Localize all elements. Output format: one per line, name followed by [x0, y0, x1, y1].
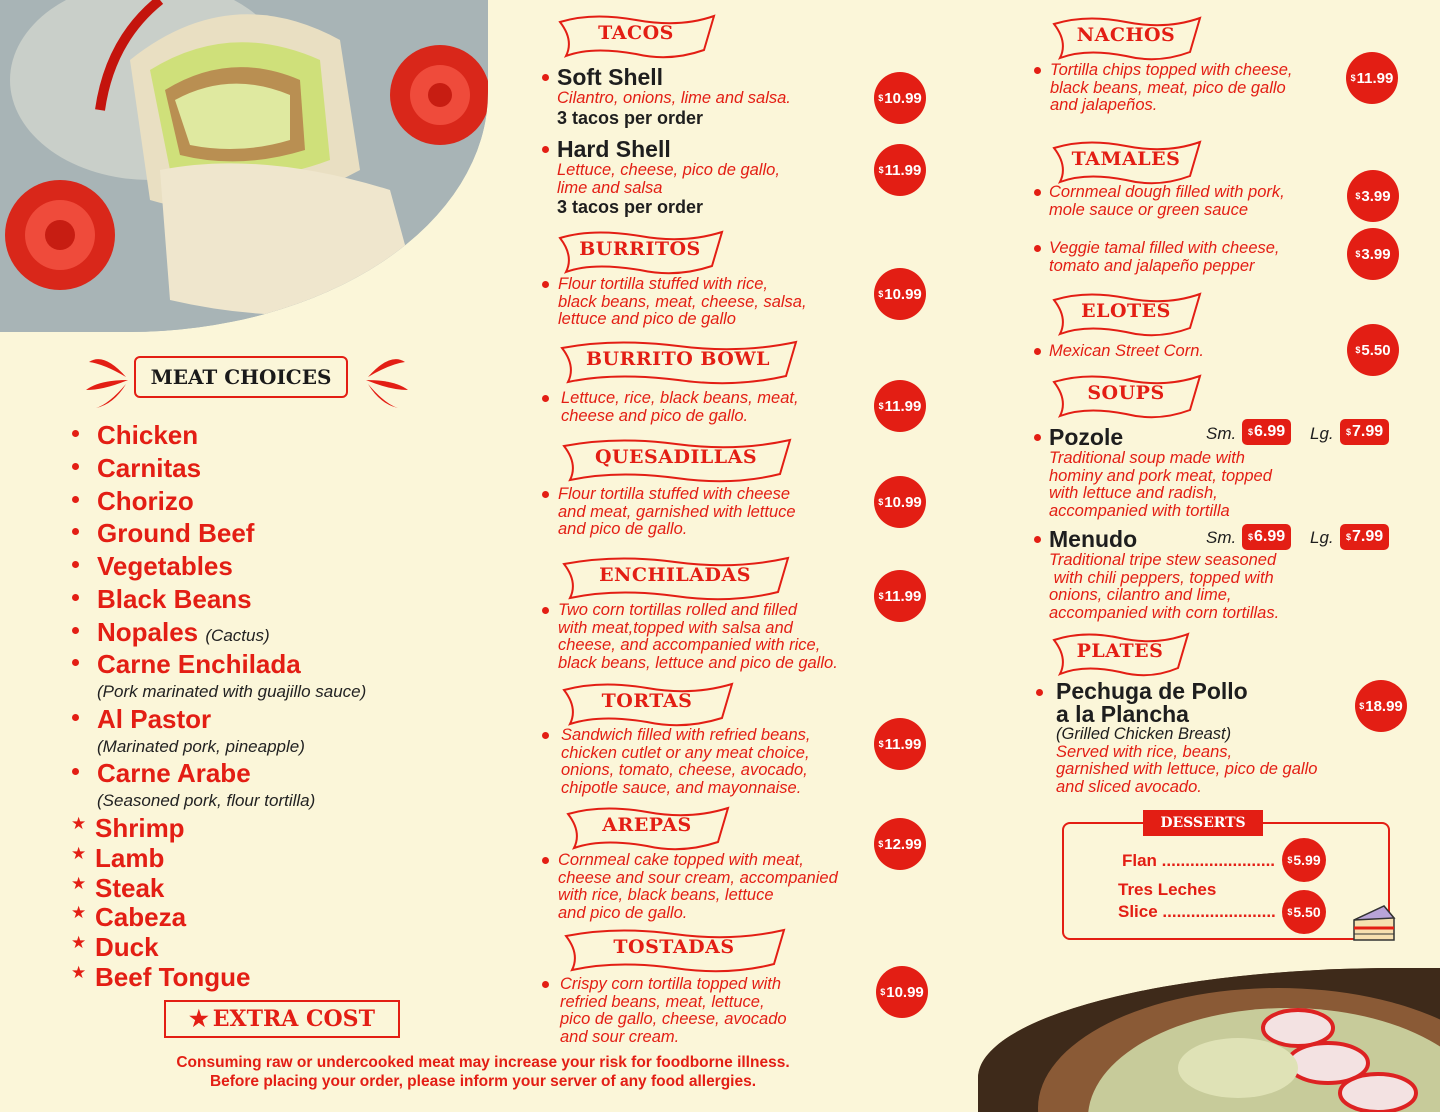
item-description: and sour cream. [560, 1027, 680, 1046]
menu-item-pechuga [1036, 680, 1386, 796]
price-badge: $ 10.99 [874, 268, 926, 320]
item-title: Pozole [1049, 424, 1124, 450]
bullet-icon [542, 981, 549, 988]
bullet-icon [542, 857, 549, 864]
item-description: and meat, garnished with lettuce [558, 502, 796, 521]
bullet-icon [72, 430, 79, 437]
section-title: NACHOS [1076, 24, 1176, 46]
price-badge: $ 3.99 [1347, 228, 1399, 280]
size-label-large: Lg. [1310, 528, 1334, 547]
menu-item-tostadas [542, 976, 872, 1046]
section-title: TACOS [598, 22, 674, 44]
meat-name: Carnitas [97, 453, 202, 483]
price-tag-small: $ 6.99 [1242, 524, 1291, 550]
item-description: cheese and sour cream, accompanied [558, 868, 838, 887]
star-icon: ★ [71, 933, 87, 952]
meat-name: Shrimp [95, 813, 185, 843]
bullet-icon [72, 594, 79, 601]
bullet-icon [542, 281, 549, 288]
desserts-box [1062, 822, 1390, 940]
section-banner-tostadas [558, 924, 790, 974]
meat-name: Lamb [95, 843, 165, 873]
star-icon: ★ [71, 844, 87, 863]
price-badge: $ 11.99 [874, 380, 926, 432]
item-description: Veggie tamal filled with cheese, [1049, 239, 1280, 257]
burrito-photo [0, 0, 488, 332]
menu-item-tamal-pork [1034, 184, 1344, 219]
item-description: and sliced avocado. [1056, 777, 1202, 796]
star-icon: ★ [71, 874, 87, 893]
item-description: and pico de gallo. [558, 520, 688, 538]
section-banner-burrito-bowl [554, 336, 802, 386]
bullet-icon [72, 496, 79, 503]
section-banner-quesadillas [556, 434, 796, 484]
section-banner-tortas [556, 678, 738, 728]
item-subtitle: (Grilled Chicken Breast) [1056, 725, 1232, 743]
section-banner-burritos [552, 226, 728, 276]
menu-item-tortas [542, 727, 872, 797]
item-description: cheese, and accompanied with rice, [558, 636, 821, 654]
section-title: TAMALES [1071, 148, 1181, 170]
bullet-icon [542, 732, 549, 739]
extra-cost-label: EXTRA COST [212, 1006, 375, 1032]
meat-name: Carne Enchilada [97, 649, 301, 679]
extra-cost-box [164, 1000, 400, 1038]
meat-name: Black Beans [97, 584, 252, 614]
item-description: onions, cilantro and lime, [1049, 586, 1232, 604]
star-icon: ★ [189, 1006, 209, 1032]
item-description: pico de gallo, cheese, avocado [560, 1010, 787, 1028]
item-description: Cilantro, onions, lime and salsa. [557, 89, 791, 107]
item-description: cheese and pico de gallo. [561, 406, 749, 425]
item-description: Lettuce, rice, black beans, meat, [561, 389, 799, 407]
menu-item-burritos [542, 276, 872, 329]
size-label-large: Lg. [1310, 424, 1334, 443]
item-description: with chili peppers, topped with [1049, 568, 1274, 587]
bullet-icon [1036, 689, 1043, 696]
item-description: black beans, meat, pico de gallo [1050, 78, 1286, 97]
disclaimer-line: Before placing your order, please inform your server of any food allergies. [209, 1073, 757, 1090]
section-title: SOUPS [1087, 382, 1165, 404]
section-banner-enchiladas [556, 552, 794, 602]
meat-description: (Seasoned pork, flour tortilla) [97, 791, 316, 810]
item-description: Flour tortilla stuffed with cheese [558, 485, 791, 503]
price-badge: $ 5.99 [1282, 838, 1326, 882]
meat-name: Cabeza [95, 902, 187, 932]
price-badge: $ 11.99 [874, 718, 926, 770]
item-description: Two corn tortillas rolled and filled [558, 601, 798, 619]
meat-name: Vegetables [97, 551, 233, 581]
bullet-icon [1034, 67, 1041, 74]
section-banner-arepas [560, 802, 734, 852]
meat-name: Beef Tongue [95, 962, 251, 992]
meat-choices-heading: MEAT CHOICES [134, 356, 348, 398]
price-tag-large: $ 7.99 [1340, 524, 1389, 550]
price-badge: $ 11.99 [874, 570, 926, 622]
item-title: Menudo [1049, 526, 1138, 552]
section-banner-tamales [1046, 136, 1206, 186]
menu-item-burrito-bowl [542, 390, 872, 425]
section-title: PLATES [1076, 640, 1164, 662]
price-badge: $ 10.99 [874, 476, 926, 528]
item-description: accompanied with corn tortillas. [1049, 603, 1280, 622]
size-label-small: Sm. [1206, 424, 1237, 443]
bullet-icon [1034, 536, 1041, 543]
cake-slice-icon [1350, 902, 1398, 944]
price-badge: $ 12.99 [874, 818, 926, 870]
star-icon: ★ [71, 814, 87, 833]
bullet-icon [542, 146, 549, 153]
section-banner-elotes [1046, 288, 1206, 338]
item-title: Pechuga de Pollo [1056, 678, 1248, 704]
item-description: black beans, lettuce and pico de gallo. [558, 653, 838, 672]
item-description: Cornmeal cake topped with meat, [558, 851, 804, 869]
item-description: Mexican Street Corn. [1049, 342, 1204, 360]
meat-name: Chicken [97, 420, 199, 450]
menu-item-soft-shell [542, 64, 862, 128]
star-icon: ★ [71, 903, 87, 922]
bullet-icon [1034, 245, 1041, 252]
item-description: tomato and jalapeño pepper [1049, 256, 1255, 275]
item-description: lime and salsa [557, 178, 663, 197]
bullet-icon [542, 395, 549, 402]
item-description: Traditional soup made with [1049, 449, 1245, 467]
dessert-tres-leches-label: Tres Leches [1118, 880, 1217, 899]
item-note: 3 tacos per order [557, 107, 704, 128]
section-title: BURRITOS [579, 238, 701, 260]
section-title: TOSTADAS [613, 936, 735, 958]
item-description: garnished with lettuce, pico de gallo [1056, 760, 1318, 778]
item-description: black beans, meat, cheese, salsa, [558, 292, 807, 311]
desserts-heading: DESSERTS [1143, 810, 1263, 836]
item-description: refried beans, meat, lettuce, [560, 992, 765, 1011]
meat-name: Duck [95, 932, 159, 962]
item-description: mole sauce or green sauce [1049, 200, 1249, 219]
meat-description: (Marinated pork, pineapple) [97, 737, 305, 756]
meat-name: Ground Beef [97, 518, 255, 548]
item-description: with rice, black beans, lettuce [558, 886, 774, 904]
section-title: TORTAS [601, 690, 693, 712]
menu-item-nachos [1034, 62, 1354, 115]
meat-name: Steak [95, 873, 165, 903]
bullet-icon [542, 491, 549, 498]
section-banner-plates [1046, 628, 1194, 678]
bullet-icon [542, 74, 549, 81]
section-title: ELOTES [1081, 300, 1171, 322]
disclaimer-line: Consuming raw or undercooked meat may increase your risk for foodborne illness. [176, 1054, 790, 1071]
bullet-icon [72, 463, 79, 470]
price-badge: $ 5.50 [1282, 890, 1326, 934]
price-badge: $ 18.99 [1355, 680, 1407, 732]
item-title: Hard Shell [557, 136, 671, 162]
section-title: BURRITO BOWL [585, 348, 771, 370]
item-description: chipotle sauce, and mayonnaise. [561, 778, 802, 797]
menu-item-arepas [542, 852, 902, 922]
item-note: 3 tacos per order [557, 197, 704, 217]
item-description: and jalapeños. [1050, 96, 1158, 114]
bullet-icon [72, 768, 79, 775]
bullet-icon [1034, 189, 1041, 196]
food-allergy-disclaimer [0, 1053, 966, 1091]
section-banner-tacos [552, 10, 720, 60]
menu-item-quesadillas [542, 486, 872, 539]
item-description: Served with rice, beans, [1056, 742, 1233, 761]
meat-name: Al Pastor [97, 704, 212, 734]
item-description: Crispy corn tortilla topped with [560, 975, 782, 993]
star-icon: ★ [71, 963, 87, 982]
bullet-icon [1034, 434, 1041, 441]
item-description: lettuce and pico de gallo [558, 310, 736, 328]
item-description: hominy and pork meat, topped [1049, 466, 1272, 485]
section-title: QUESADILLAS [594, 446, 758, 468]
item-title: Soft Shell [557, 64, 664, 90]
item-description: Traditional tripe stew seasoned [1049, 551, 1277, 569]
meat-name: Chorizo [97, 486, 194, 516]
menu-item-tamal-veggie [1034, 240, 1344, 275]
section-title: ENCHILADAS [599, 564, 751, 586]
menu-item-elotes [1034, 343, 1334, 361]
size-label-small: Sm. [1206, 528, 1237, 547]
price-tag-large: $ 7.99 [1340, 419, 1389, 445]
item-description: and pico de gallo. [558, 903, 688, 922]
item-description: onions, tomato, cheese, avocado, [561, 761, 808, 779]
price-badge: $ 10.99 [874, 72, 926, 124]
section-banner-nachos [1046, 12, 1206, 62]
bullet-icon [72, 714, 79, 721]
meat-name: Nopales [97, 617, 199, 647]
item-description: Tortilla chips topped with cheese, [1050, 61, 1293, 79]
menu-item-enchiladas [542, 602, 922, 672]
price-badge: $ 3.99 [1347, 170, 1399, 222]
meat-description: (Pork marinated with guajillo sauce) [97, 682, 367, 701]
item-description: Flour tortilla stuffed with rice, [558, 275, 768, 293]
item-description: accompanied with tortilla [1049, 501, 1230, 520]
item-description: Lettuce, cheese, pico de gallo, [557, 161, 780, 179]
meat-name: Carne Arabe [97, 758, 251, 788]
section-title: AREPAS [602, 814, 692, 836]
item-title: a la Plancha [1056, 701, 1189, 727]
item-description: chicken cutlet or any meat choice, [561, 743, 810, 762]
bullet-icon [72, 561, 79, 568]
section-banner-soups [1046, 370, 1206, 420]
dessert-tres-leches-label: Slice ........................ [1118, 902, 1276, 921]
bullet-icon [1034, 348, 1041, 355]
price-badge: $ 11.99 [874, 144, 926, 196]
price-badge: $ 10.99 [876, 966, 928, 1018]
item-description: with meat,topped with salsa and [558, 618, 793, 637]
meat-choices-banner [84, 342, 410, 412]
bullet-icon [72, 528, 79, 535]
item-description: with lettuce and radish, [1049, 484, 1218, 502]
item-description: Sandwich filled with refried beans, [561, 726, 811, 744]
bullet-icon [72, 627, 79, 634]
menu-item-hard-shell [542, 136, 862, 217]
price-badge: $ 11.99 [1346, 52, 1398, 104]
bullet-icon [72, 659, 79, 666]
item-description: Cornmeal dough filled with pork, [1049, 183, 1285, 201]
bullet-icon [542, 607, 549, 614]
price-tag-small: $ 6.99 [1242, 419, 1291, 445]
meat-note: (Cactus) [205, 626, 270, 645]
price-badge: $ 5.50 [1347, 324, 1399, 376]
dessert-flan-label: Flan ........................ [1122, 851, 1276, 870]
soup-photo [978, 968, 1440, 1112]
